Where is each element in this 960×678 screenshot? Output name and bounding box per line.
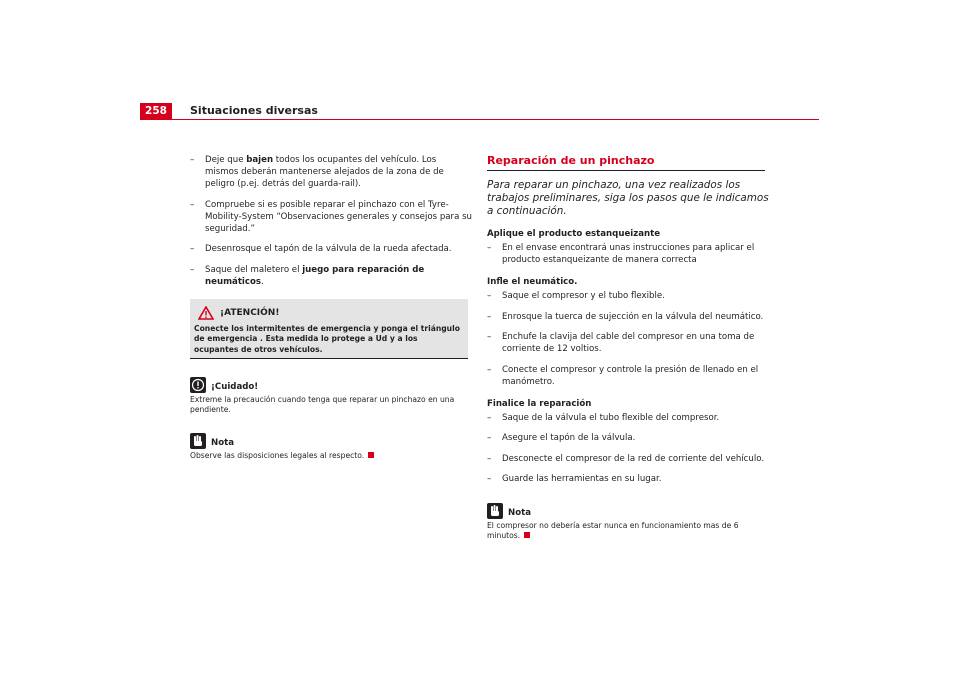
group-heading: Finalice la reparación — [487, 398, 592, 409]
note-hand-icon — [190, 433, 206, 449]
step-item: – Enchufe la clavija del cable del compresor en una toma de corriente de 12 voltios. — [487, 332, 755, 354]
left-column — [190, 154, 472, 461]
caution-title: ¡Cuidado! — [211, 382, 259, 393]
group-heading: Aplique el producto estanqueizante — [487, 229, 661, 239]
right-column — [487, 154, 769, 541]
caution-exclamation-icon — [190, 377, 206, 393]
note-title: Nota — [508, 508, 532, 518]
section-title: Reparación de un pinchazo — [487, 154, 655, 167]
caution-header — [190, 377, 472, 393]
note-text: El compresor no debería estar nunca en funcionamiento mas de 6 minutos. — [487, 521, 739, 540]
step-item: – Saque de la válvula el tubo flexible del compresor. — [487, 412, 720, 423]
warning-triangle-icon — [198, 306, 214, 320]
end-mark — [524, 532, 530, 538]
step-item: – Saque el compresor y el tubo flexible. — [487, 291, 665, 301]
note-title: Nota — [211, 438, 235, 449]
section-rule — [487, 170, 765, 171]
step-item: – Asegure el tapón de la válvula. — [487, 433, 636, 443]
step-item: – Desenrosque el tapón de la válvula de la rueda afectada. — [190, 244, 452, 254]
step-item: – Deje que bajen todos los ocupantes del vehículo. Los mismos deberán mantenerse alejados de la zona de de peligro (p.ej. detrás del guarda-rail). — [190, 155, 444, 189]
step-item: – Desconecte el compresor de la red de corriente del vehículo. — [487, 453, 765, 464]
note-text: Observe las disposiciones legales al respecto. — [190, 451, 472, 461]
header-rule — [140, 119, 819, 120]
page-number-badge — [140, 103, 172, 119]
step-item: – Conecte el compresor y controle la presión de llenado en el manómetro. — [487, 364, 759, 387]
note-header — [190, 433, 472, 449]
group-heading: Infle el neumático. — [487, 277, 578, 287]
step-item: – Guarde las herramientas en su lugar. — [487, 474, 662, 484]
step-item: – Enrosque la tuerca de sujección en la válvula del neumático. — [487, 311, 764, 322]
chapter-title: Situaciones diversas — [190, 104, 318, 117]
step-item: – Compruebe si es posible reparar el pinchazo con el Tyre-Mobility-System “Observaciones generales y consejos para su seguridad.” — [190, 199, 473, 234]
warning-title: ¡ATENCIÓN! — [220, 307, 280, 318]
note-header — [487, 503, 769, 519]
step-item: – Saque del maletero el juego para reparación de neumáticos. — [190, 264, 425, 287]
end-mark — [368, 452, 374, 458]
page-number: 258 — [145, 105, 167, 117]
note-hand-icon — [487, 503, 503, 519]
warning-text: Conecte los intermitentes de emergencia y ponga el triángulo de emergencia . Esta medida lo protege a Ud y a los ocupantes de otros vehículos. — [194, 323, 460, 354]
intro-text: Para reparar un pinchazo, una vez realizados los trabajos preliminares, siga los pasos que le indicamos a continuación. — [487, 179, 769, 217]
caution-text: Extreme la precaución cuando tenga que reparar un pinchazo en una pendiente. — [190, 395, 455, 415]
step-item: – En el envase encontrará unas instrucciones para aplicar el producto estanqueizante de manera correcta — [487, 243, 755, 265]
warning-box — [190, 299, 468, 360]
